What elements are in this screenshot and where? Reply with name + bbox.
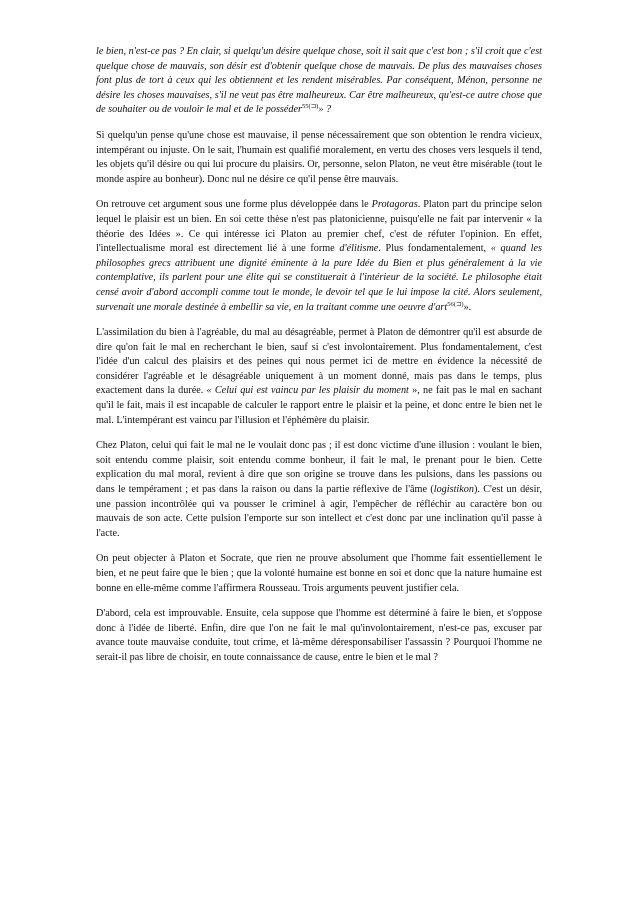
italic-text: d'élitisme [339,243,379,255]
paragraph [96,326,542,428]
italic-text: « quand les philosophes grecs attribuent une dignité éminente à la pure Idée du Bien et plus généralement à la vie contemplative, ils parlent pour une élite qui se constituerait à l'intérieur de la société. Le philosophe était censé avoir d'abord accompli comme tout le monde, le devoir tel que le lui impose la cité. Alors seulement, survenait une morale destinée à embellir sa vie, en la traitant comme une oeuvre d'art [96,243,542,313]
paragraph [96,607,542,665]
paragraph [96,129,542,187]
paragraph [96,439,542,541]
footnote-ref: 55(⊐) [301,103,319,111]
italic-text: » ? [318,104,332,116]
paragraph [96,552,542,596]
italic-text: Protagoras [371,199,418,211]
paragraph [96,45,542,118]
footnote-ref: 56(⊐) [447,300,464,308]
text-run: On retrouve cet argument sous une forme plus développée dans le [96,199,372,211]
italic-text: logistikon [433,484,474,496]
text-run: Chez Platon, celui qui fait le mal ne le voulait donc pas ; il est donc victime d'une illusion : voulant le bien, soit entendu comme plaisir, soit entendu comme bonheur, il fait le mal, le prenant pour le bien. Cette explication du mal moral, revient à dire que son origine se trouve dans les pulsions, dans les passions ou dans le tempérament ; et pas dans la raison ou dans la partie réflexive de l'âme ( [96,440,542,496]
italic-text: « Celui qui est vaincu par les plaisir du moment [206,385,409,397]
text-run: ». [463,301,472,313]
text-run: . Platon part du principe selon lequel le plaisir est un bien. En soi cette thèse n'est pas platonicienne, puisqu'elle ne fait par intervenir « la théorie des Idées ». Ce qui intéresse ici Platon au premier chef, c'est de réfuter l'opinion. En effet, l'intellectualisme moral est directement lié à une forme [96,199,542,255]
text-run: D'abord, cela est improuvable. Ensuite, cela suppose que l'homme est déterminé à faire le bien, et s'oppose donc à l'idée de liberté. Enfin, dire que l'on ne fait le mal qu'involontairement, n'est-ce pas, excuser par avance toute mauvaise conduite, tout crime, et là-même déresponsabiliser l'assassin ? Pourquoi l'homme ne serait-il pas libre de choisir, en toute connaissance de cause, entre le bien et le mal ? [96,608,542,663]
text-run: L'assimilation du bien à l'agréable, du mal au désagréable, permet à Platon de démontrer qu'il est absurde de dire qu'on fait le mal en recherchant le bien, sauf si c'est involontairement. Plus fondamentalement, c'est l'idée d'un calcul des plaisirs et des peines qui nous permet ici de mettre en évidence la nécessité de considérer l'agréable et le désagréable uniquement à un moment donné, mais pas dans le temps, plus exactement dans la durée. [96,327,542,397]
text-run: . Plus fondamentalement, [378,243,491,255]
paragraph [96,198,542,315]
italic-text: le bien, n'est-ce pas ? En clair, si quelqu'un désire quelque chose, soit il sait que c'est bon ; s'il croit que c'est quelque chose de mauvais, son désir est d'obtenir quelque chose de mauvais. De plus des mauvaises choses font plus de tort à ceux qui les obtiennent et les rendent misérables. Par conséquent, Ménon, personne ne désire les choses mauvaises, s'il ne veut pas être malheureux. Car être malheureux, qu'est-ce autre chose que de souhaiter ou de vouloir le mal et de le posséder [96,46,542,116]
document-page [96,45,542,677]
text-run: Si quelqu'un pense qu'une chose est mauvaise, il pense nécessairement que son obtention le rendra vicieux, intempérant ou injuste. On le sait, l'humain est qualifié moralement, en vertu des choses vers lesquels il tend, les objets qu'il désire ou qui lui procure du plaisirs. Or, personne, selon Platon, ne veut être misérable (tout le monde aspire au bonheur). Donc nul ne désire ce qu'il pense être mauvais. [96,129,542,185]
text-run: ). C'est un désir, une passion incontrôlée qui va pousser le criminel à agir, l'empêcher de réfléchir au caractère bon ou mauvais de son acte. Cette pulsion l'emporte sur son intellect et c'est donc par une inclination qu'il passe à l'acte. [96,484,543,539]
text-run: On peut objecter à Platon et Socrate, que rien ne prouve absolument que l'homme fait essentiellement le bien, et ne peut faire que le bien ; que la volonté humaine est bonne en soi et donc que la nature humaine est bonne en elle-même comme l'affirmera Rousseau. Trois arguments peuvent justifier cela. [96,553,542,594]
text-run: », ne fait pas le mal en sachant qu'il le fait, mais il est incapable de calculer le rapport entre le plaisir et la peine, et donc entre le bien net le mal. L'intempérant est vaincu par l'illusion et l'éphémère du plaisir. [96,385,543,426]
